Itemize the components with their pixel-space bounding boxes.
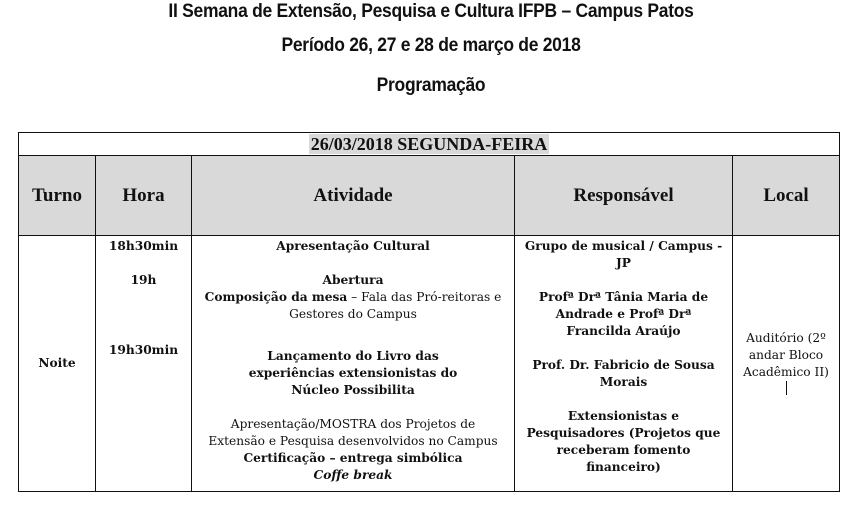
header-row (19, 156, 840, 236)
activity-abertura: Abertura (322, 273, 384, 287)
date-row (19, 133, 840, 156)
document-period: Período 26, 27 e 28 de março de 2018 (281, 35, 581, 56)
local-text: Auditório (2º andar Bloco Acadêmico II) (743, 330, 829, 379)
responsavel-extensionistas: Extensionistas e Pesquisadores (Projetos que receberam fomento financeiro) (526, 409, 721, 474)
document-subtitle: Programação (376, 75, 486, 96)
activity-lancamento-livro: Lançamento do Livro das experiências extensionistas do Núcleo Possibilita (248, 349, 458, 397)
turno-cell: Noite (19, 236, 96, 492)
document-title: II Semana de Extensão, Pesquisa e Cultura IFPB – Campus Patos (168, 1, 694, 22)
atividade-cell (192, 236, 515, 492)
activity-apresentacao-cultural: Apresentação Cultural (276, 239, 430, 253)
activity-coffee-break: Coffe break (313, 468, 393, 482)
hora-item: 18h30min (108, 239, 179, 253)
date-label: 26/03/2018 SEGUNDA-FEIRA (310, 134, 548, 154)
local-cell (733, 236, 840, 492)
column-header-responsavel: Responsável (515, 156, 733, 236)
hora-item: 19h30min (108, 343, 179, 357)
date-cell (19, 133, 840, 156)
schedule-table (18, 132, 840, 492)
hora-item: 19h (130, 273, 157, 287)
column-header-atividade: Atividade (192, 156, 515, 236)
responsavel-profas: Profª Drª Tânia Maria de Andrade e Profª Drª Francilda Araújo (538, 290, 709, 338)
responsavel-cell (515, 236, 733, 492)
activity-certificacao: Certificação – entrega simbólica (243, 451, 463, 465)
column-header-local: Local (733, 156, 840, 236)
responsavel-grupo-musical: Grupo de musical / Campus - JP (524, 239, 723, 270)
activity-mostra-projetos: Apresentação/MOSTRA dos Projetos de Extensão e Pesquisa desenvolvidos no Campus (208, 417, 498, 448)
column-header-turno: Turno (19, 156, 96, 236)
activity-composicao-mesa: Composição da mesa – Fala das Pró-reitoras e Gestores do Campus (204, 290, 502, 321)
column-header-hora: Hora (96, 156, 192, 236)
text-cursor (786, 381, 787, 395)
hora-cell (96, 236, 192, 492)
table-row (19, 236, 840, 492)
responsavel-prof-fabricio: Prof. Dr. Fabricio de Sousa Morais (532, 358, 715, 389)
